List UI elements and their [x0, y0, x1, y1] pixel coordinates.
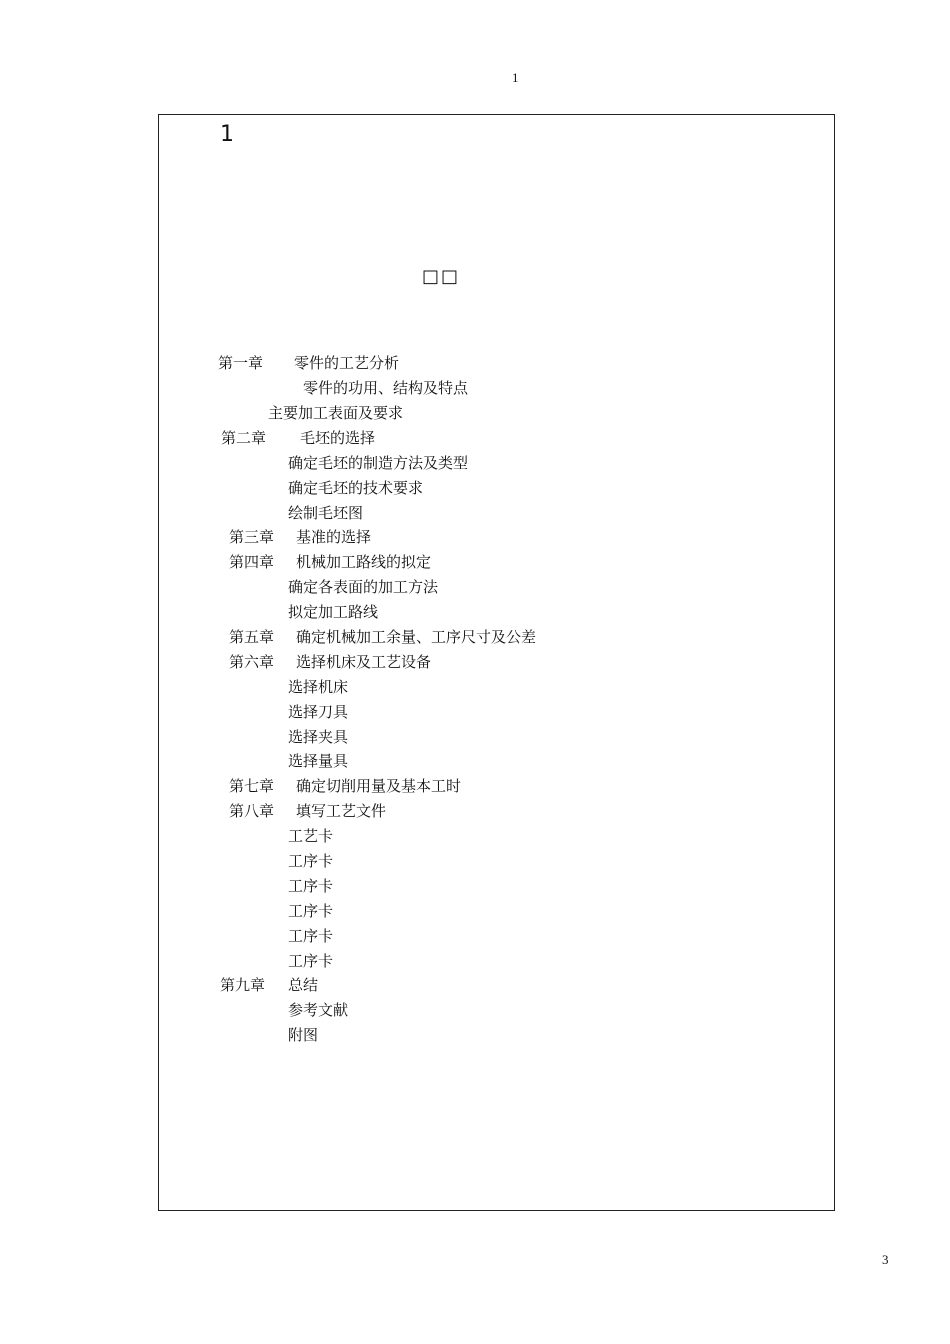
toc-title-text: 拟定加工路线	[288, 603, 379, 621]
frame-number: 1	[220, 122, 234, 147]
toc-entry	[229, 627, 536, 647]
toc-title-text: 选择刀具	[288, 703, 349, 721]
toc-entry	[268, 403, 403, 423]
toc-entry	[288, 602, 378, 622]
toc-title-text: 零件的工艺分析	[294, 354, 400, 372]
toc-title-text: 总结	[288, 976, 319, 994]
toc-title-text: 选择量具	[288, 752, 349, 770]
toc-chapter: 第二章	[221, 429, 267, 447]
toc-entry	[221, 428, 375, 448]
toc-title-text: 主要加工表面及要求	[268, 404, 404, 422]
toc-entry	[229, 801, 386, 821]
toc-entry	[288, 702, 348, 722]
toc-title-text: 确定机械加工余量、工序尺寸及公差	[296, 628, 537, 646]
toc-chapter: 第三章	[229, 528, 275, 546]
toc-title: □□	[422, 266, 461, 287]
toc-entry	[288, 751, 348, 771]
toc-entry	[288, 951, 333, 971]
toc-entry	[288, 1025, 318, 1045]
toc-title-text: 绘制毛坯图	[288, 504, 364, 522]
toc-title-text: 工序卡	[288, 852, 334, 870]
toc-title-text: 确定毛坯的制造方法及类型	[288, 454, 469, 472]
toc-entry	[218, 353, 399, 373]
toc-entry	[288, 453, 468, 473]
toc-title-text: 附图	[288, 1026, 319, 1044]
toc-entry	[303, 378, 468, 398]
toc-chapter: 第九章	[220, 976, 266, 994]
toc-title-text: 选择夹具	[288, 728, 349, 746]
toc-entry	[288, 1000, 348, 1020]
toc-entry	[229, 552, 431, 572]
toc-title-text: 填写工艺文件	[296, 802, 387, 820]
toc-chapter: 第八章	[229, 802, 275, 820]
toc-title-text: 基准的选择	[296, 528, 372, 546]
toc-chapter: 第五章	[229, 628, 275, 646]
toc-title-text: 工序卡	[288, 927, 334, 945]
toc-entry	[288, 876, 333, 896]
toc-entry	[288, 926, 333, 946]
toc-title-text: 工序卡	[288, 877, 334, 895]
toc-entry	[288, 503, 363, 523]
toc-title-text: 零件的功用、结构及特点	[303, 379, 469, 397]
toc-title-text: 毛坯的选择	[300, 429, 376, 447]
toc-title-text: 确定毛坯的技术要求	[288, 479, 424, 497]
toc-title-text: 机械加工路线的拟定	[296, 553, 432, 571]
toc-title-text: 确定各表面的加工方法	[288, 578, 439, 596]
toc-entry	[288, 826, 333, 846]
toc-title-text: 工序卡	[288, 952, 334, 970]
toc-title-text: 确定切削用量及基本工时	[296, 777, 462, 795]
toc-entry	[229, 527, 371, 547]
toc-title-text: 参考文献	[288, 1001, 349, 1019]
toc-entry	[288, 901, 333, 921]
page-footer-number: 3	[882, 1252, 889, 1267]
toc-chapter: 第一章	[218, 354, 264, 372]
toc-chapter: 第四章	[229, 553, 275, 571]
toc-title-text: 工艺卡	[288, 827, 334, 845]
toc-chapter: 第六章	[229, 653, 275, 671]
toc-title-text: 工序卡	[288, 902, 334, 920]
toc-entry	[288, 478, 423, 498]
toc-entry	[229, 776, 461, 796]
toc-entry	[229, 652, 431, 672]
toc-title-text: 选择机床	[288, 678, 349, 696]
page-header-number: 1	[512, 70, 519, 85]
toc-chapter: 第七章	[229, 777, 275, 795]
toc-entry	[288, 851, 333, 871]
toc-entry	[220, 975, 318, 995]
toc-entry	[288, 677, 348, 697]
toc-entry	[288, 727, 348, 747]
toc-title-text: 选择机床及工艺设备	[296, 653, 432, 671]
toc-entry	[288, 577, 438, 597]
